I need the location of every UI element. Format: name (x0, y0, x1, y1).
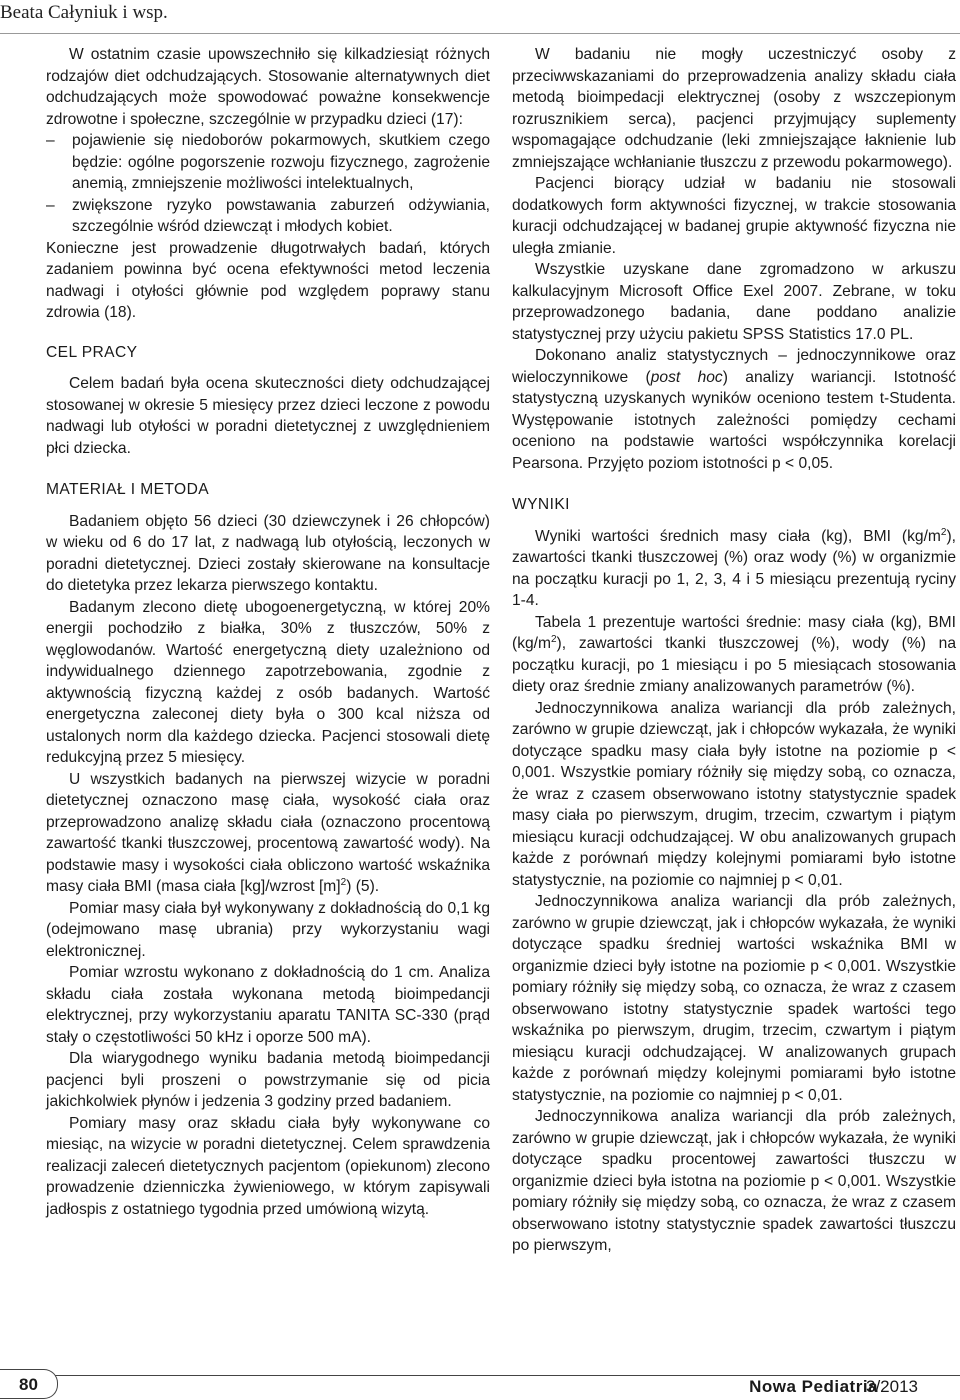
methods-paragraph: Pomiar masy ciała był wykonywany z dokładnością do 0,1 kg (odejmowano masę ubrania) przy wykorzystaniu wagi elektronicznej. (46, 899, 490, 960)
methods-text: U wszystkich badanych na pierwszej wizycie w poradni dietetycznej oznaczono masę ciała, wysokość ciała oraz przeprowadzono analizę składu ciała (oznaczono procentową zawartość tkanki tłuszczowej, procentową zawartość wody). Na podstawie masy i wysokości ciała obliczono wartość wskaźnika masy ciała BMI (masa ciała [kg]/wzrost [m] (46, 770, 490, 895)
right-column (512, 44, 956, 1257)
results-paragraph (512, 612, 956, 698)
results-paragraph: Jednoczynnikowa analiza wariancji dla prób zależnych, zarówno w grupie dziewcząt, jak i chłopców wykazała, że wyniki dotyczące spadku procentowej zawartości tłuszczu w organizmie dzieci była istotna na poziomie p < 0,001. Wszystkie pomiary różniły się między sobą, co oznacza, że wraz z czasem obserwowano istotny statystycznie spadek zawartości tłuszczu po pierwszym, (512, 1108, 956, 1254)
activity-paragraph: Pacjenci biorący udział w badaniu nie stosowali dodatkowych form aktywności fizycznej, w trakcie stosowania kuracji odchudzającej w badanej grupie aktywność fizyczna nie uległa zmianie. (512, 175, 956, 257)
consequences-list (46, 130, 490, 238)
results-text: Tabela 1 prezentuje wartości średnie: masy ciała (kg), BMI (kg/m (512, 613, 956, 652)
methods-paragraph: Dla wiarygodnego wyniku badania metodą bioimpedancji pacjenci byli proszeni o powstrzymanie się od picia jakichkolwiek płynów i jedzenia 3 godziny przed badaniem. (46, 1050, 490, 1110)
results-paragraph: Jednoczynnikowa analiza wariancji dla prób zależnych, zarówno w grupie dziewcząt, jak i chłopców wykazała, że wyniki dotyczące spadku średniej wartości wskaźnika BMI w organizmie dzieci były istotne na poziomie p < 0,001. Wszystkie pomiary różniły się między sobą, co oznacza, że wraz z czasem obserwowano istotny statystycznie spadek wartości tego wskaźnika po pierwszym, drugim, trzecim, czwartym i piątym miesiącu kuracji odchudzającej. W analizowanych grupach każde z porównań między kolejnymi pomiarami było istotne statystycznie, na poziomie co najmniej p < 0,01. (512, 893, 956, 1104)
conclusion-paragraph: Konieczne jest prowadzenie długotrwałych badań, których zadaniem powinna być ocena efektywności metod leczenia nadwagi i otyłości głównie pod względem poprawy stanu zdrowia (18). (46, 239, 490, 321)
section-heading-methods: MATERIAŁ I METODA (46, 481, 210, 498)
header-rule (0, 33, 960, 34)
methods-paragraph: Pomiar wzrostu wykonano z dokładnością do 1 cm. Analiza składu ciała została wykonana metodą bioimpedancji elektrycznej, przy wykorzystaniu aparatu TANITA SC-330 (prąd stały o częstotliwości 50 kHz i oporze 500 mA). (46, 964, 490, 1046)
list-item: – zwiększone ryzyko powstawania zaburzeń odżywiania, szczególnie wśród dziewcząt i młodych kobiet. (46, 195, 490, 238)
statistics-text-end: ) analizy wariancji. Istotność statystyczną uzyskanych wyników oceniono testem t-Studenta. Występowanie istotnych zależności pomiędzy cechami oceniono na podstawie wartości współczynnika korelacji Pearsona. Przyjęto poziom istotności p < 0,05. (512, 368, 956, 472)
superscript: 2 (340, 876, 347, 888)
footer-rule (30, 1375, 960, 1376)
superscript: 2 (550, 633, 557, 645)
intro-paragraph: W ostatnim czasie upowszechniło się kilkadziesiąt różnych rodzajów diet odchudzających. Stosowanie alternatywnych diet odchudzających może spowodować poważne konsekwencje zdrowotne i społeczne, szczególnie w przypadku dzieci (17): (46, 46, 490, 128)
data-collection-paragraph: Wszystkie uzyskane dane zgromadzono w arkuszu kalkulacyjnym Microsoft Office Exel 2007. Zebrane, w toku przeprowadzonego badania, dane poddano analizie statystycznej przy użyciu pakietu SPSS Statistics 17.0 PL. (512, 261, 956, 343)
methods-paragraph: Badaniem objęto 56 dzieci (30 dziewczynek i 26 chłopców) w wieku od 6 do 17 lat, z nadwagą lub otyłością, leczonych w poradni dietetycznej. Dzieci zostały skierowane na konsultacje do dietetyka przez lekarza pierwszego kontaktu. (46, 512, 490, 594)
section-heading-results: WYNIKI (512, 496, 570, 513)
results-paragraph: Jednoczynnikowa analiza wariancji dla prób zależnych, zarówno w grupie dziewcząt, jak i chłopców wykazała, że wyniki dotyczące spadku masy ciała były istotne na poziomie p < 0,001. Wszystkie pomiary różniły się między sobą, co oznacza, że wraz z czasem obserwowano istotny statystycznie spadek masy ciała po pierwszym, drugim, trzecim, czwartym i piątym miesiącu kuracji odchudzającej. W obu analizowanych grupach każde z porównań między kolejnymi pomiarami było istotne statystycznie, na poziomie co najmniej p < 0,01. (512, 699, 956, 889)
left-column (46, 44, 490, 1220)
aim-paragraph: Celem badań była ocena skuteczności diety odchudzającej stosowanej w okresie 5 miesięcy przez dzieci leczone z powodu nadwagi lub otyłości w poradni dietetycznej z uwzględnieniem płci dziecka. (46, 375, 490, 457)
methods-paragraph: Pomiary masy oraz składu ciała były wykonywane co miesiąc, na wizycie w poradni dietetycznej. Celem sprawdzenia realizacji zaleceń dietetycznych pacjentom (opiekunom) zlecono prowadzenie dzienniczka żywieniowego, w którym zapisywali jadłospis z ostatniego tygodnia przed umówioną wizytą. (46, 1114, 490, 1218)
results-paragraph (512, 526, 956, 612)
running-head-authors: Beata Całyniuk i wsp. (0, 2, 168, 23)
page-number: 80 (0, 1369, 58, 1399)
methods-text-end: ) (5). (346, 878, 380, 895)
results-text-end: ), zawartości tkanki tłuszczowej (%) oraz wody (%) w organizmie na początku kuracji po 1, 2, 3, 4 i 5 miesiącu prezentują ryciny 1-4. (512, 527, 956, 609)
methods-paragraph: Badanym zlecono dietę ubogoenergetyczną, w której 20% energii pochodziło z białka, 30% z tłuszczów, 50% z węglowodanów. Wartość energetyczną diety uzależniono od indywidualnego dziennego zapotrzebowania, zgodnie z aktywnością fizyczną każdej z osób badanych. Wartość energetyczna zaleconej diety była o 300 kcal niższa od ustalonych norm dla każdego dziecka. Pacjenci stosowali dietę redukcyjną przez 5 miesięcy. (46, 598, 490, 766)
methods-paragraph (46, 769, 490, 898)
section-heading-aim: CEL PRACY (46, 343, 138, 361)
superscript: 2 (940, 526, 947, 538)
statistics-text: Dokonano analiz statystycznych – jednoczynnikowe oraz wieloczynnikowe ( (512, 347, 956, 386)
journal-issue: 3/2013 (866, 1377, 918, 1396)
statistics-paragraph (512, 345, 956, 474)
list-item: – pojawienie się niedoborów pokarmowych, skutkiem czego będzie: ogólne pogorszenie rozwoju fizycznego, zagrożenie anemią, zmniejszenie możliwości intelektualnych, (46, 130, 490, 195)
journal-title: Nowa Pediatria (749, 1377, 878, 1396)
results-text: Wyniki wartości średnich masy ciała (kg), BMI (kg/m (535, 527, 941, 545)
exclusion-paragraph: W badaniu nie mogły uczestniczyć osoby z przeciwwskazaniami do przeprowadzenia analizy składu ciała metodą bioimpedacji elektrycznej (osoby z wszczepionym rozrusznikiem serca), pacjenci przyjmujący suplementy wspomagające odchudzanie (leki zmniejszające łaknienie lub zmniejszające wchłanianie tłuszczu z przewodu pokarmowego). (512, 46, 956, 171)
results-text-end: ), zawartości tkanki tłuszczowej (%), wody (%) na początku kuracji, po 1 miesiącu i po 5 miesiącach stosowania diety oraz średnie zmiany analizowanych parametrów (%). (512, 635, 956, 695)
post-hoc-term: post hoc (650, 368, 723, 386)
